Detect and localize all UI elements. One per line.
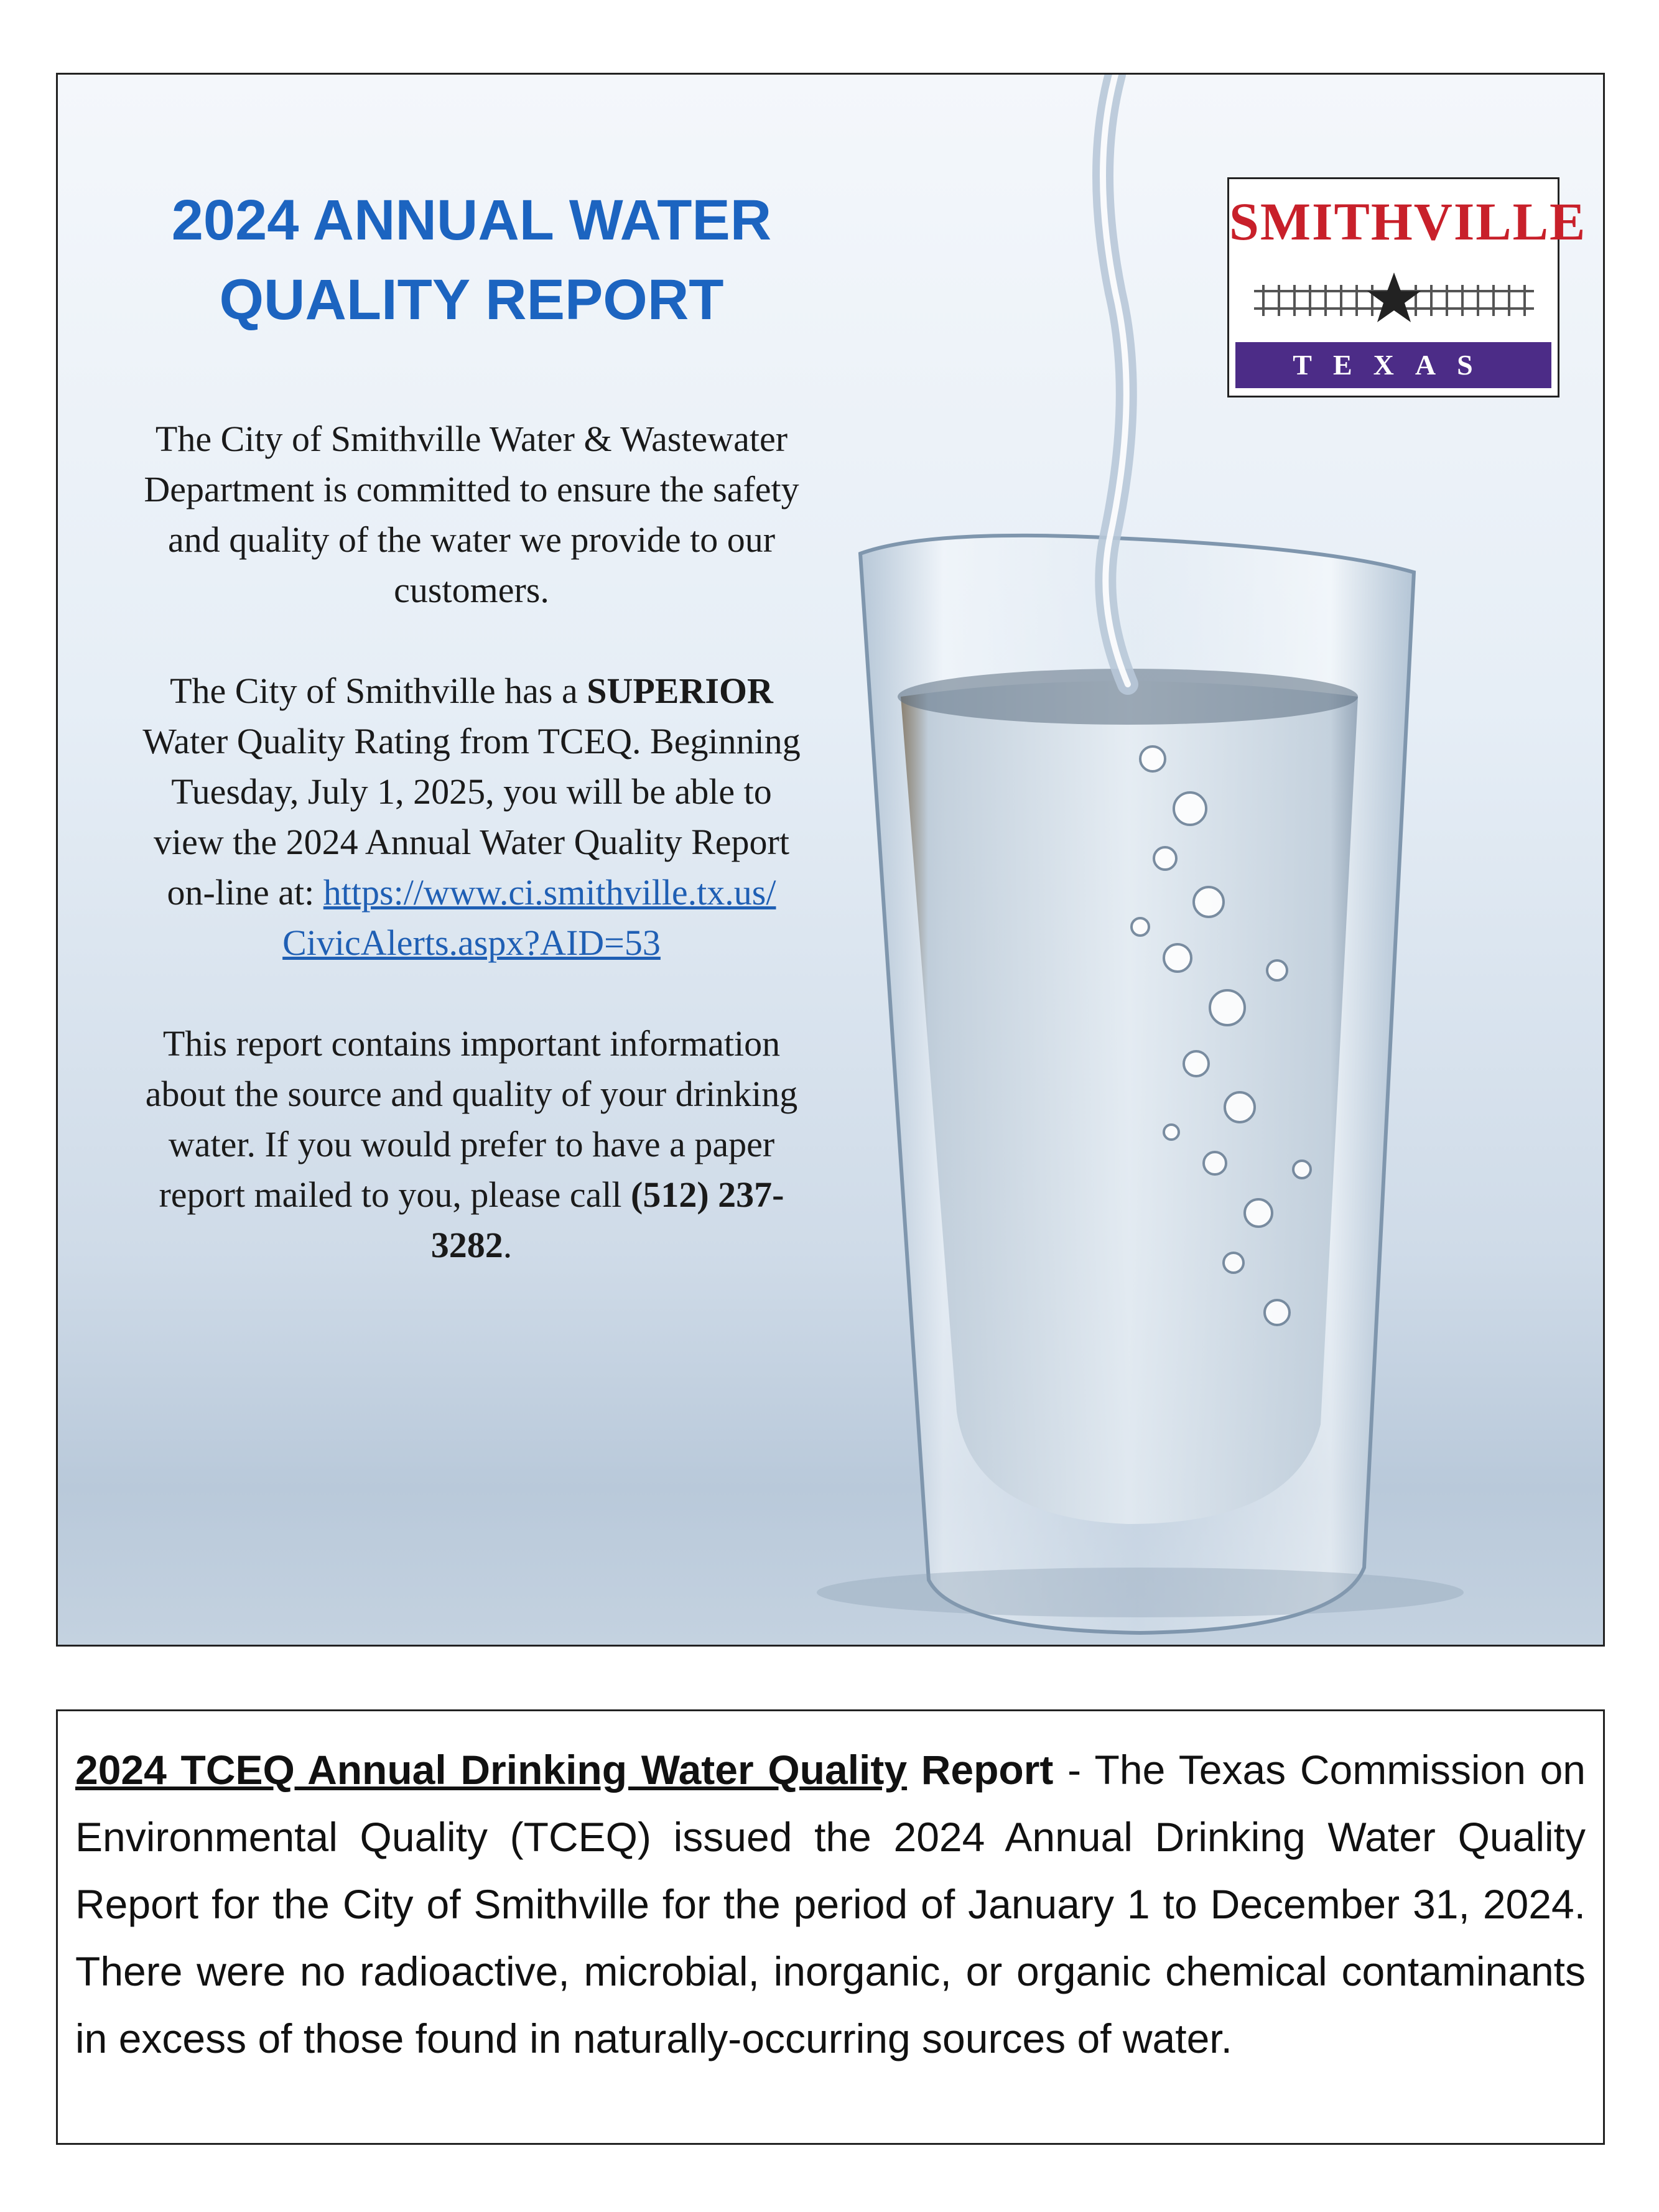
intro-paragraph: The City of Smithville Water & Wastewater Department is committed to ensure the safety and quality of the water we provide to our customers. — [144, 419, 799, 610]
smithville-logo — [1227, 177, 1587, 397]
contact-text: This report contains important information about the source and quality of your drinking water. If you would prefer to have a paper report mailed to you, please call — [145, 1023, 798, 1215]
report-link[interactable]: https://www.ci.smithville.tx.us/ CivicAlerts.aspx?AID=53 — [282, 872, 776, 963]
phone-number: (512) 237-3282 — [430, 1174, 784, 1265]
rating-lead: The City of Smithville has a — [170, 671, 587, 711]
rating-rest: Water Quality Rating from TCEQ. Beginning Tuesday, July 1, 2025, you will be able to view the 2024 Annual Water Quality Report on-line at: — [142, 721, 801, 913]
tceq-notice-box — [56, 1709, 1605, 2145]
logo-wordmark: SMITHVILLE — [1229, 192, 1587, 251]
title-line-2: QUALITY REPORT — [219, 268, 724, 332]
title-line-1: 2024 ANNUAL WATER — [171, 188, 772, 252]
rating-paragraph — [132, 666, 811, 968]
rating-superior: SUPERIOR — [587, 671, 773, 711]
notice-heading-tail: Report — [907, 1747, 1054, 1793]
phone-period: . — [503, 1225, 513, 1265]
notice-heading: 2024 TCEQ Annual Drinking Water Quality — [75, 1747, 908, 1793]
contact-paragraph — [132, 1018, 811, 1270]
flyer-body — [132, 414, 811, 1321]
notice-body: - The Texas Commission on Environmental Quality (TCEQ) issued the 2024 Annual Drinking Water Quality Report for the City of Smithville for the period of January 1 to December 31, 2024. There were no radioactive, microbial, inorganic, or organic chemical contaminants in excess of those found in naturally-occurring sources of water. — [75, 1747, 1586, 2061]
flyer-panel — [56, 73, 1605, 1647]
fence-star-emblem — [1254, 272, 1534, 322]
logo-state-band: TEXAS — [1235, 342, 1551, 388]
report-title — [139, 180, 804, 340]
